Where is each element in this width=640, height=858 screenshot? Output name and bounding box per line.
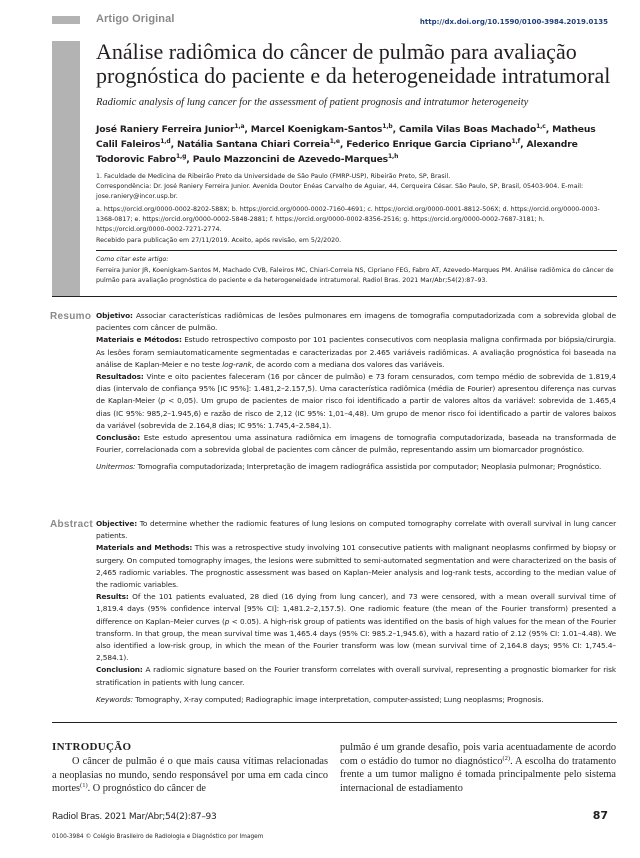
intro-paragraph xyxy=(340,741,616,795)
intro-column-left xyxy=(52,755,328,796)
text: < 0,05). Um grupo de pacientes de maior risco foi identificado a partir de valores altos da variável: sobrevida de 1.465,4 dias (IC 95%: 985,2–1.945,6) e razão de risco de 2,12 (IC 95%: 1,01–4,48). Um grupo de menor risco foi identificado a partir de valores baixos da variável (sobrevida de 2.164,8 dias; IC 95%: 1.745,4–2.584,1). xyxy=(96,396,616,430)
resumo-resultados xyxy=(96,371,616,432)
text: Este estudo apresentou uma assinatura radiômica em imagens de tomografia computadorizada, baseada na transformada de Fourier, correlacionada com a sobrevida global de pacientes com câncer de pulmão, representando assim um biomarcador prognóstico. xyxy=(96,433,616,455)
text: Associar características radiômicas de lesões pulmonares em imagens de tomografia computadorizada com a sobrevida global de pacientes com câncer de pulmão. xyxy=(96,311,616,333)
text: . A escolha do tratamento frente a um tumor maligno é tomada principalmente pelo sistema internacional de estadiamento xyxy=(340,755,616,794)
doi-link[interactable]: http://dx.doi.org/10.1590/0100-3984.2019.0135 xyxy=(419,18,608,26)
correspondence: Correspondência: Dr. José Raniery Ferreira Junior. Avenida Doutor Enéas Carvalho de Aguiar, 44, Cerqueira César. São Paulo, SP, Brasil, 05403-904. E-mail: jose.raniery@incor.usp.br. xyxy=(96,183,584,200)
citation-text: Ferreira Junior JR, Koenigkam-Santos M, Machado CVB, Faleiros MC, Chiari-Correia NS, Cipriano FEG, Fabro AT, Azevedo-Marques PM. Análise radiômica do câncer de pulmão para avaliação prognóstica do paciente e da heterogeneidade intratumoral. Radiol Bras. 2021 Mar/Abr;54(2):87–93. xyxy=(96,267,614,284)
footer-journal-citation: Radiol Bras. 2021 Mar/Abr;54(2):87–93 xyxy=(52,812,217,822)
section-label: Artigo Original xyxy=(96,13,175,25)
author-affiliation-marker: 1,b xyxy=(382,123,393,130)
text: < 0.05). A high-risk group of patients was identified on the basis of high values for the mean of the Fourier transform. In that group, the mean survival time was 1,465.4 days (95% CI: 985.2–1,945.6), with a hazard ratio of 2.12 (95% CI: 1.01–4.48). We also identified a low-risk group, in which the mean of the Fourier transform was low (mean survival time of 2,164.8 days; 95% CI: 1,745.4–2,584.1). xyxy=(96,616,616,663)
label: Conclusão: xyxy=(96,433,141,443)
label: Unitermos: xyxy=(96,462,136,472)
text: , de acordo com a mediana dos valores das variáveis. xyxy=(251,359,445,369)
divider xyxy=(52,722,617,723)
label: Resultados: xyxy=(96,372,144,382)
introduction-heading: INTRODUÇÃO xyxy=(52,741,132,753)
text: . O prognóstico do câncer de xyxy=(87,783,206,794)
affiliation: 1. Faculdade de Medicina de Ribeirão Preto da Universidade de São Paulo (FMRP-USP), Ribeirão Preto, SP, Brasil. xyxy=(96,173,451,180)
author-name: Natália Santana Chiari Correia xyxy=(176,139,330,150)
author-name: Matheus Calil Faleiros xyxy=(96,124,596,150)
abstract-methods xyxy=(96,542,616,591)
text: Of the 101 patients evaluated, 28 died (16 dying from lung cancer), and 73 were censored, with a mean overall survival time of 1,819.4 days (95% confidence interval [95% CI]: 1,481.2–2,157.5). One radiomic feature (the mean of the Fourier transform) presented a difference on Kaplan–Meier curves ( xyxy=(96,592,616,626)
author-affiliation-marker: 1,c xyxy=(536,123,546,130)
text: Vinte e oito pacientes faleceram (16 por câncer de pulmão) e 73 foram censurados, com tempo médio de sobrevida de 1.819,4 dias (intervalo de confiança 95% [IC 95%]: 1.481,2–2.157,5). Uma característica radiômica (média de Fourier) apresentou diferença nas curvas de Kaplan-Meier ( xyxy=(96,372,616,406)
author-name: Marcel Koenigkam-Santos xyxy=(250,124,383,135)
author-affiliation-marker: 1,g xyxy=(175,153,187,160)
abstract-conclusion xyxy=(96,664,616,688)
intro-paragraph xyxy=(52,755,328,796)
abstract-heading: Abstract xyxy=(50,519,93,530)
divider xyxy=(52,296,617,297)
reference-marker[interactable]: (2) xyxy=(502,754,511,762)
title-accent-bar xyxy=(52,41,80,296)
author-name: José Raniery Ferreira Junior xyxy=(96,124,235,135)
text: Tomography, X-ray computed; Radiographic image interpretation, computer-assisted; Lung neoplasms; Prognosis. xyxy=(133,694,544,704)
resumo-objetivo xyxy=(96,310,616,334)
resumo-heading: Resumo xyxy=(50,311,92,322)
article-subtitle: Radiomic analysis of lung cancer for the assessment of patient prognosis and intratumor heterogeneity xyxy=(96,97,529,108)
intro-column-right xyxy=(340,741,616,795)
article-title: Análise radiômica do câncer de pulmão para avaliação prognóstica do paciente e da heterogeneidade intratumoral xyxy=(96,39,611,88)
label: Results: xyxy=(96,592,129,602)
author-name: Paulo Mazzoncini de Azevedo-Marques xyxy=(192,154,389,165)
resumo-conclusao xyxy=(96,432,616,456)
footer-copyright: 0100-3984 © Colégio Brasileiro de Radiologia e Diagnóstico por Imagem xyxy=(52,834,264,840)
author-affiliation-marker: 1,h xyxy=(388,153,399,160)
text-italic: p xyxy=(224,616,230,626)
text: This was a retrospective study involving 101 consecutive patients with malignant neoplasms confirmed by biopsy or surgery. On computed tomography images, the lesions were submitted to semi-automated segmentation and were characterized on the basis of 2,465 radiomic variables. The prognostic assessment was based on Kaplan–Meier analysis and log-rank tests, according to the median value of the radiomic variables. xyxy=(96,543,616,590)
author-affiliation-marker: 1,a xyxy=(234,123,245,130)
author-list: José Raniery Ferreira Junior$^{1,a}$, Marcel Koenigkam-Santos$^{1,b}$, Camila Vilas Boas Machado$^{1,c}$, Matheus Calil Faleiros$^{1,d}$, Natália Santana Chiari Correia$^{1,e}$, Federico Enrique Garcia Cipriano$^{1,f}$, Alexandre Todorovic Fabro$^{1,g}$, Paulo Mazzoncini de Azevedo-Marques$^{1,h}$ xyxy=(96,123,596,165)
reference-marker[interactable]: (1) xyxy=(80,782,88,789)
divider xyxy=(96,250,617,251)
author-name: Camila Vilas Boas Machado xyxy=(398,124,537,135)
author-name: Federico Enrique Garcia Cipriano xyxy=(346,139,512,150)
label: Conclusion: xyxy=(96,665,143,675)
text: O câncer de pulmão é o que mais causa vítimas relacionadas a neoplasias no mundo, sendo responsável por uma em cada cinco mortes xyxy=(52,756,328,794)
label: Materials and Methods: xyxy=(96,543,193,553)
resumo-metodos xyxy=(96,334,616,371)
received-dates: Recebido para publicação em 27/11/2019. Aceito, após revisão, em 5/2/2020. xyxy=(96,237,342,244)
text: A radiomic signature based on the Fourier transform correlates with overall survival, representing a prognostic biomarker for risk stratification in patients with lung cancer. xyxy=(96,665,616,687)
page-number: 87 xyxy=(592,809,608,822)
text: To determine whether the radiomic features of lung lesions on computed tomography correlate with overall survival in lung cancer patients. xyxy=(96,519,616,541)
label: Objetivo: xyxy=(96,311,133,320)
abstract-results xyxy=(96,591,616,664)
resumo-body xyxy=(96,310,616,474)
abstract-keywords xyxy=(96,694,616,706)
text: Tomografia computadorizada; Interpretação de imagem radiográfica assistida por computador; Neoplasia pulmonar; Prognóstico. xyxy=(135,462,602,472)
text: Estudo retrospectivo composto por 101 pacientes consecutivos com neoplasia maligna confirmada por biópsia/cirurgia. As lesões foram semiautomaticamente segmentadas e caracterizadas por 2.465 variáveis radiômicas. A avaliação prognóstica foi baseada na análise de Kaplan-Meier e no teste xyxy=(96,335,616,369)
text: pulmão é um grande desafio, pois varia acentuadamente de acordo com o estádio do tumor no diagnóstico xyxy=(340,742,616,767)
author-affiliation-marker: 1,e xyxy=(329,138,340,145)
orcid-list: a. https://orcid.org/0000-0002-8202-588X; b. https://orcid.org/0000-0002-7160-4691; c. https://orcid.org/0000-0001-8812-506X; d. https://orcid.org/0000-0003-1368-0817; e. https://orcid.org/0000-0002-5848-2881; f. https://orcid.org/0000-0002-8356-2516; g. https://orcid.org/0000-0002-7687-3181; h. https://orcid.org/0000-0002-7271-2774. xyxy=(96,206,600,233)
author-affiliation-marker: 1,d xyxy=(160,138,171,145)
abstract-objective xyxy=(96,518,616,542)
abstract-body xyxy=(96,518,616,706)
text-italic: p xyxy=(160,396,166,406)
author-name: Alexandre Todorovic Fabro xyxy=(96,139,578,165)
label: Objective: xyxy=(96,519,138,528)
citation-label: Como citar este artigo: xyxy=(96,256,169,263)
header-accent-bar xyxy=(52,16,80,24)
label: Keywords: xyxy=(96,694,133,704)
label: Materiais e Métodos: xyxy=(96,335,182,345)
text-italic: log-rank xyxy=(222,359,252,369)
resumo-keywords xyxy=(96,461,616,473)
author-affiliation-marker: 1,f xyxy=(511,138,521,145)
